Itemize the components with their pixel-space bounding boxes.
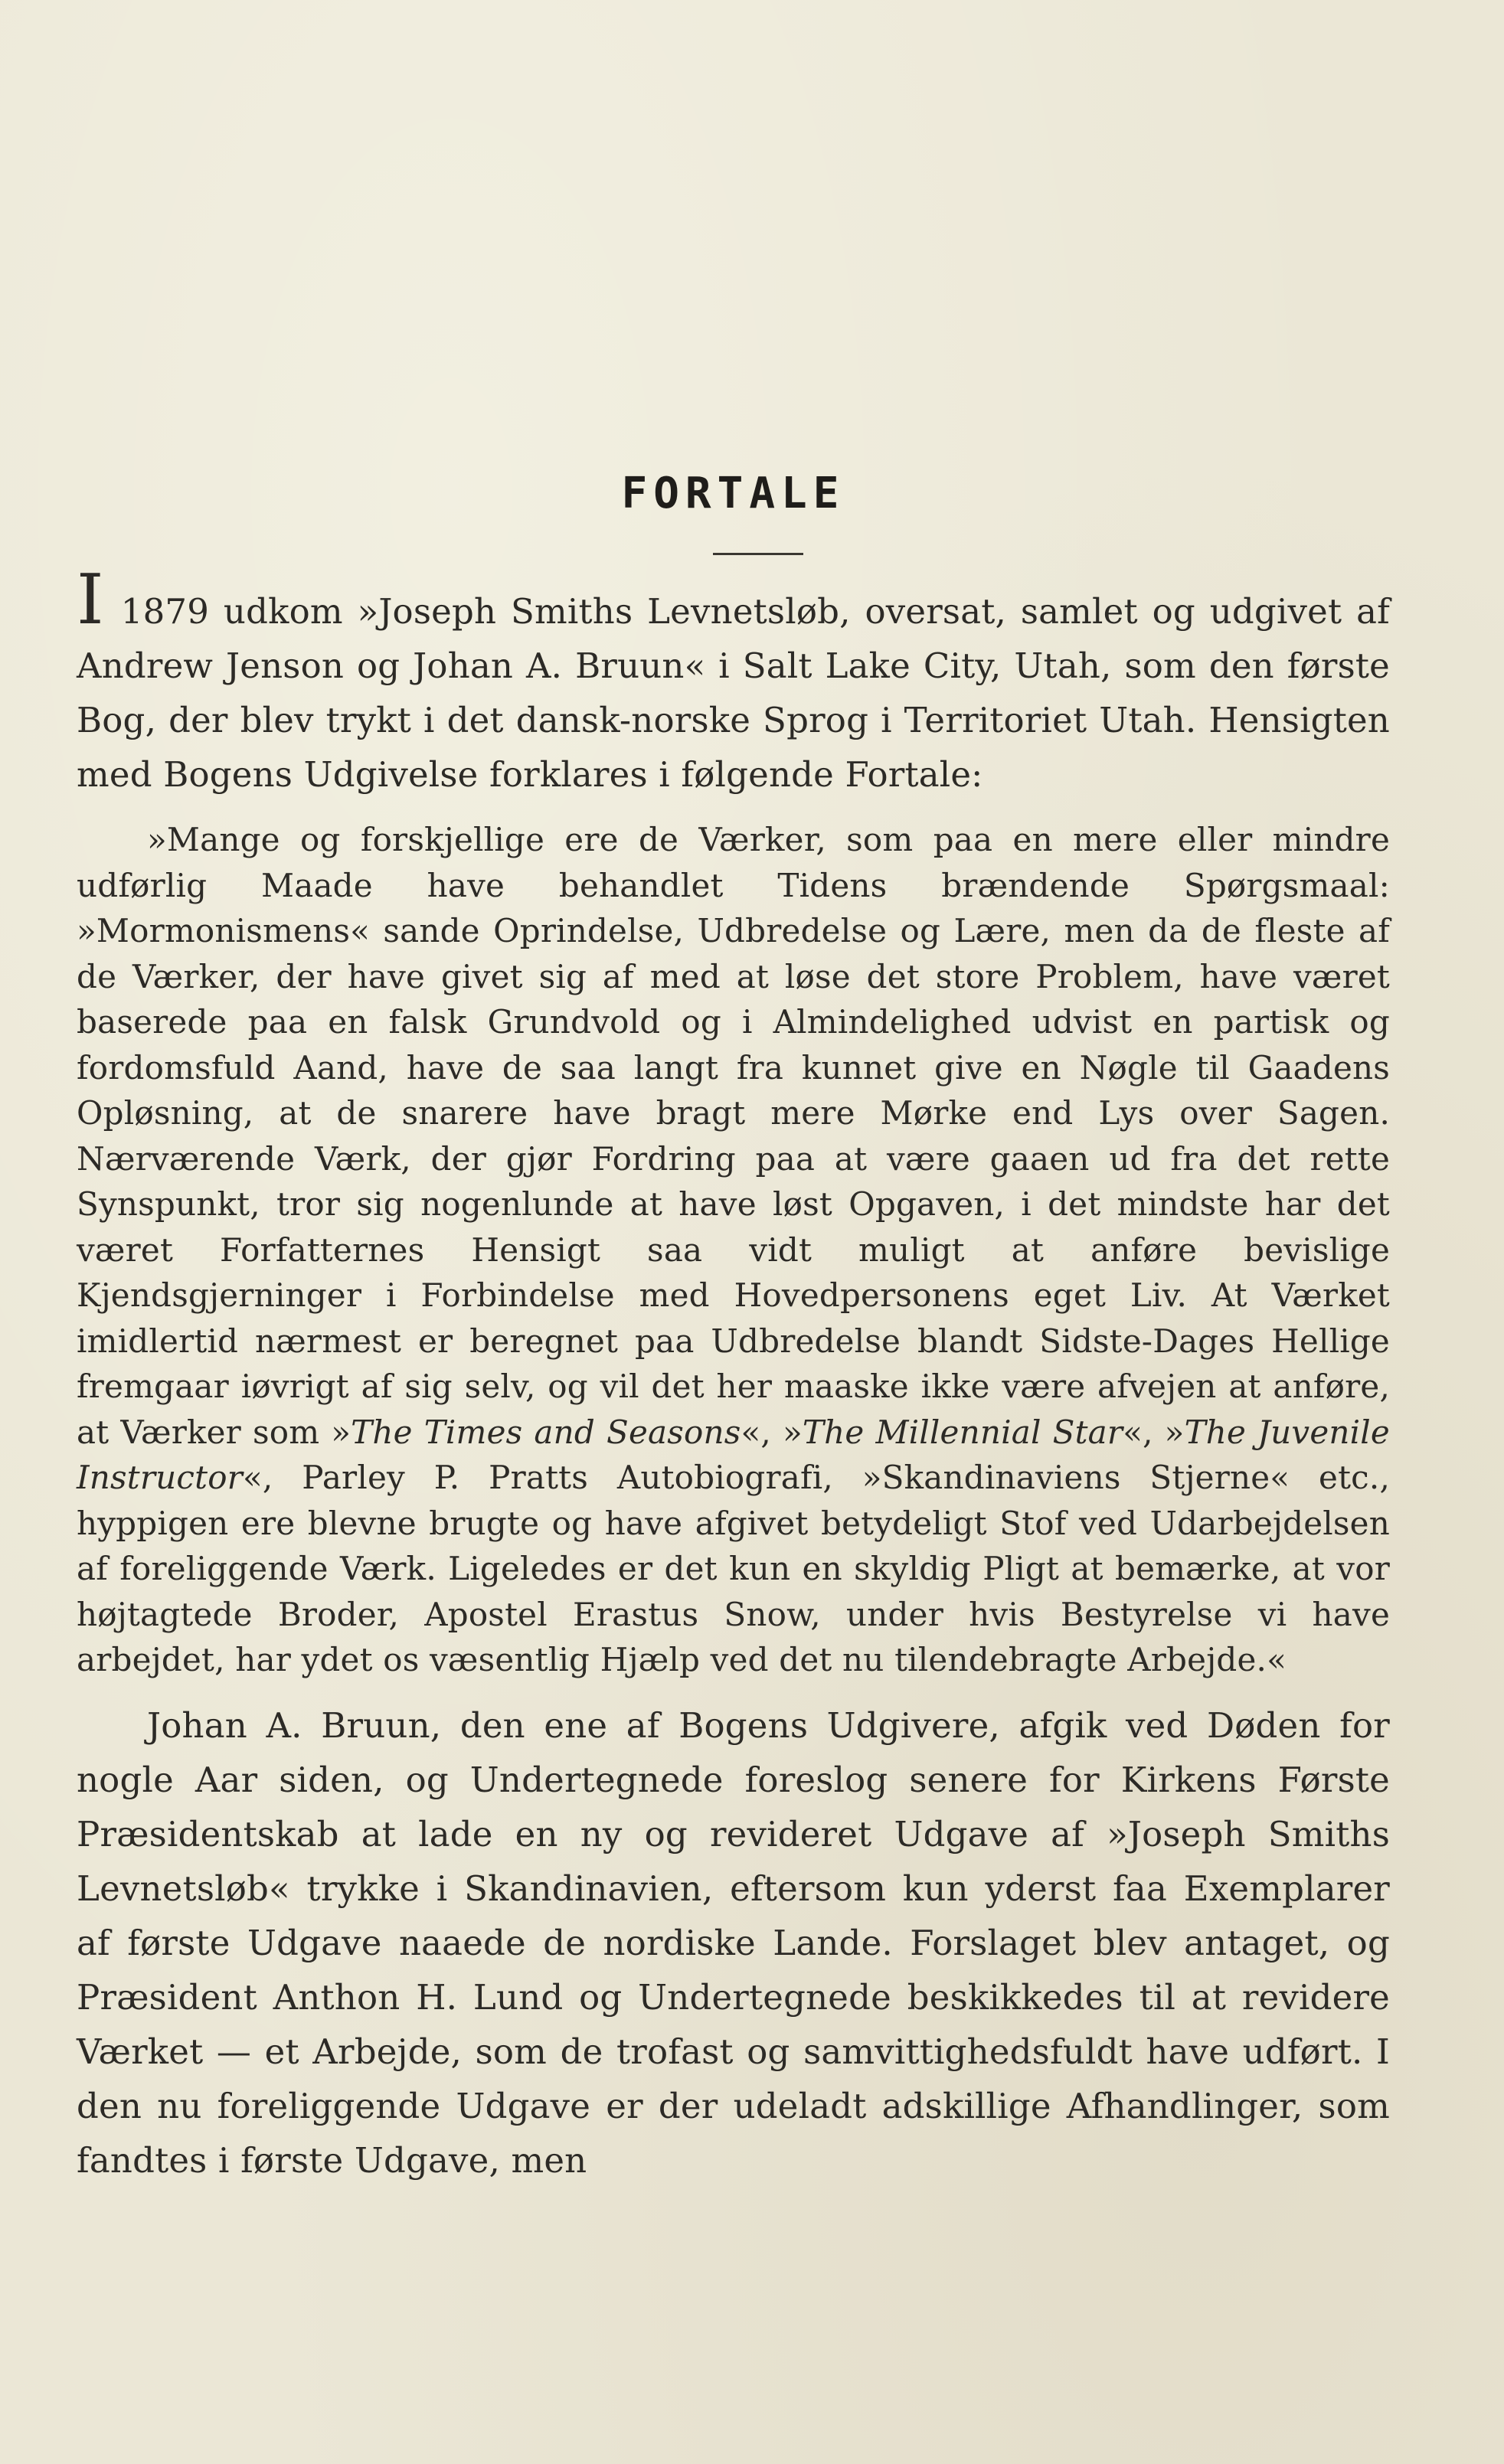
body-text <box>77 560 1390 2188</box>
quote-text-part: «, » <box>741 1413 803 1451</box>
quote-italic-title: The Millennial Star <box>802 1413 1123 1451</box>
quote-italic-title: The Times and Seasons <box>351 1413 741 1451</box>
paragraph-intro <box>77 560 1390 802</box>
title-divider <box>713 553 803 555</box>
paragraph-closing: Johan A. Bruun, den ene af Bogens Udgivere, afgik ved Døden for nogle Aar siden, og Undertegnede foreslog senere for Kirkens Første Præsidentskab at lade en ny og revideret Udgave af »Joseph Smiths Levnetsløb« trykke i Skandinavien, eftersom kun yderst faa Exemplarer af første Udgave naaede de nordiske Lande. Forslaget blev antaget, og Præsident Anthon H. Lund og Undertegnede beskikkedes til at revidere Værket — et Arbejde, som de trofast og samvittighedsfuldt have udført. I den nu foreliggende Udgave er der udeladt adskillige Afhandlinger, som fandtes i første Udgave, men <box>77 1704 1390 2181</box>
quote-text-part: «, Parley P. Pratts Autobiografi, »Skandinaviens Stjerne« etc., hyppigen ere blevne brugte og have afgivet betydeligt Stof ved Udarbejdelsen af foreliggende Værk. Ligeledes er det kun en skyldig Pligt at bemærke, at vor højtagtede Broder, Apostel Erastus Snow, under hvis Bestyrelse vi have arbejdet, har ydet os væsentlig Hjælp ved det nu tilendebragte Arbejde.« <box>77 1459 1390 1678</box>
drop-cap: I <box>77 560 104 640</box>
paragraph-quote <box>77 817 1390 1683</box>
quote-text-part: «, » <box>1123 1413 1185 1451</box>
quote-text-part: »Mange og forskjellige ere de Værker, som paa en mere eller mindre udførlig Maade have behandlet Tidens brændende Spørgsmaal: »Mormonismens« sande Oprindelse, Udbredelse og Lære, men da de fleste af de Værker, der have givet sig af med at løse det store Problem, have været baserede paa en falsk Grundvold og i Almindelighed udvist en partisk og fordomsfuld Aand, have de saa langt fra kunnet give en Nøgle til Gaadens Opløsning, at de snarere have bragt mere Mørke end Lys over Sagen. Nærværende Værk, der gjør Fordring paa at være gaaen ud fra det rette Synspunkt, tror sig nogenlunde at have løst Opgaven, i det mindste har det været Forfatternes Hensigt saa vidt muligt at anføre bevislige Kjendsgjerninger i Forbindelse med Hovedpersonens eget Liv. At Værket imidlertid nærmest er beregnet paa Udbredelse blandt Sidste-Dages Hellige fremgaar iøvrigt af sig selv, og vil det her maaske ikke være afvejen at anføre, at Værker som » <box>77 821 1390 1451</box>
book-page <box>77 0 1390 2464</box>
paragraph-intro-text: 1879 udkom »Joseph Smiths Levnetsløb, oversat, samlet og udgivet af Andrew Jenson og Johan A. Bruun« i Salt Lake City, Utah, som den første Bog, der blev trykt i det dansk-norske Sprog i Territoriet Utah. Hensigten med Bogens Udgivelse forklares i følgende Fortale: <box>77 591 1390 795</box>
quote-italic-title: The Juvenile Instructor <box>77 1413 1390 1496</box>
page-title: FORTALE <box>621 469 845 518</box>
